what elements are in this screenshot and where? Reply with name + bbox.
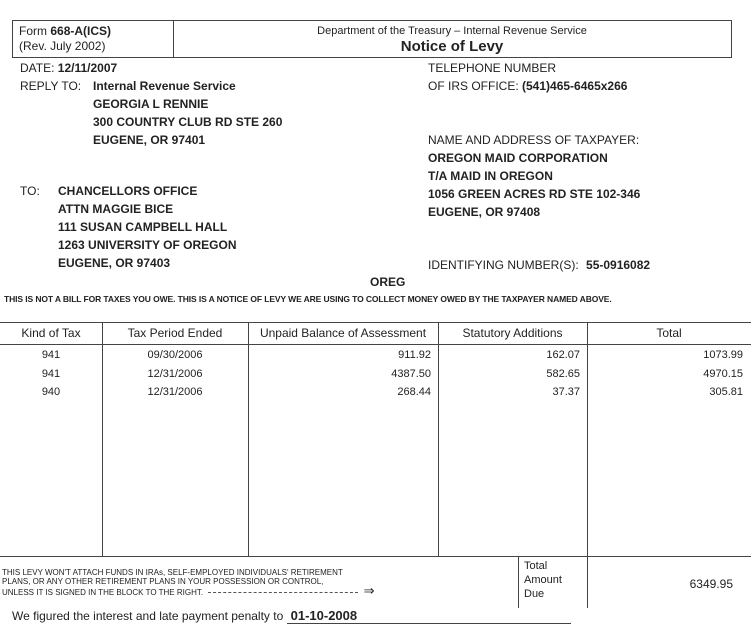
cell-additions: 582.65	[546, 368, 580, 380]
to-line-3: 111 SUSAN CAMPBELL HALL	[58, 220, 228, 234]
levy-note-line-2: PLANS, OR ANY OTHER RETIREMENT PLANS IN YOUR POSSESSION OR CONTROL,	[2, 577, 324, 586]
header-statutory-additions: Statutory Additions	[462, 326, 563, 340]
identifying-label: IDENTIFYING NUMBER(S):	[428, 258, 579, 272]
right-arrow-icon: ⇒	[363, 583, 375, 598]
reply-to-line-1: Internal Revenue Service	[93, 79, 236, 93]
cell-unpaid: 911.92	[398, 349, 431, 361]
cell-kind: 941	[41, 349, 61, 361]
department: Department of the Treasury – Internal Revenue Service	[317, 25, 587, 37]
form-number	[19, 24, 111, 38]
form-header	[12, 20, 732, 58]
levy-note	[2, 568, 374, 597]
cell-total: 305.81	[709, 386, 743, 398]
cell-additions: 37.37	[552, 386, 580, 398]
reply-to-line-2: GEORGIA L RENNIE	[93, 97, 209, 111]
state-code: OREG	[370, 275, 406, 289]
taxpayer-line-4: EUGENE, OR 97408	[428, 205, 541, 219]
date-label: DATE:	[20, 61, 55, 75]
to-line-5: EUGENE, OR 97403	[58, 256, 171, 270]
cell-total: 1073.99	[703, 349, 743, 361]
levy-table	[0, 322, 751, 600]
to-line-1: CHANCELLORS OFFICE	[58, 184, 198, 198]
identifying-line	[428, 258, 650, 272]
taxpayer-line-2: T/A MAID IN OREGON	[428, 169, 553, 183]
table-footer-border	[0, 556, 751, 557]
cell-total: 4970.15	[703, 368, 743, 380]
taxpayer-line-3: 1056 GREEN ACRES RD STE 102-346	[428, 187, 641, 201]
dashed-rule	[208, 592, 358, 593]
header-kind-of-tax: Kind of Tax	[21, 326, 81, 340]
date-line	[20, 61, 117, 75]
cell-period: 12/31/2006	[147, 386, 203, 398]
table-header-border	[0, 344, 751, 345]
header-total: Total	[656, 326, 682, 340]
telephone-value: (541)465-6465x266	[522, 79, 628, 93]
interest-date: 01-10-2008	[287, 608, 571, 624]
cell-period: 09/30/2006	[147, 349, 203, 361]
page-title: Notice of Levy	[400, 38, 504, 55]
footer-divider-1	[518, 556, 519, 608]
reply-to-line-4: EUGENE, OR 97401	[93, 133, 206, 147]
total-amount-value: 6349.95	[689, 577, 733, 591]
to-line-2: ATTN MAGGIE BICE	[58, 202, 174, 216]
levy-note-line-3: UNLESS IT IS SIGNED IN THE BLOCK TO THE RIGHT.	[2, 588, 204, 597]
taxpayer-line-1: OREGON MAID CORPORATION	[428, 151, 608, 165]
telephone-label: TELEPHONE NUMBER	[428, 61, 557, 75]
taxpayer-label: NAME AND ADDRESS OF TAXPAYER:	[428, 133, 640, 147]
interest-text: We figured the interest and late payment penalty to	[12, 609, 284, 623]
total-label-line-3: Due	[524, 588, 545, 600]
levy-note-line-3-wrap	[2, 583, 375, 598]
cell-unpaid: 4387.50	[391, 368, 431, 380]
total-label-line-2: Amount	[524, 574, 562, 586]
total-label-line-1: Total	[524, 560, 548, 572]
header-tax-period: Tax Period Ended	[127, 326, 223, 340]
identifying-value: 55-0916082	[586, 258, 651, 272]
total-amount-label	[524, 559, 562, 601]
levy-note-line-1: THIS LEVY WON'T ATTACH FUNDS IN IRAs, SELF-EMPLOYED INDIVIDUALS' RETIREMENT	[2, 568, 343, 577]
table-top-border	[0, 322, 751, 323]
form-prefix: Form	[19, 24, 47, 38]
cell-additions: 162.07	[546, 349, 580, 361]
form-revision: (Rev. July 2002)	[19, 39, 106, 53]
to-line-4: 1263 UNIVERSITY OF OREGON	[58, 238, 237, 252]
notice-text: THIS IS NOT A BILL FOR TAXES YOU OWE. THIS IS A NOTICE OF LEVY WE ARE USING TO COLLECT MONEY OWED BY THE TAXPAYER NAMED ABOVE.	[4, 294, 612, 304]
cell-kind: 941	[41, 368, 61, 380]
header-unpaid-balance: Unpaid Balance of Assessment	[259, 326, 427, 340]
cell-kind: 940	[41, 386, 61, 398]
date-value: 12/11/2007	[57, 61, 118, 75]
cell-period: 12/31/2006	[147, 368, 203, 380]
to-label: TO:	[20, 184, 40, 198]
cell-unpaid: 268.44	[397, 386, 431, 398]
reply-to-line-3: 300 COUNTRY CLUB RD STE 260	[93, 115, 283, 129]
telephone-label-2: OF IRS OFFICE:	[428, 79, 519, 93]
telephone-line	[428, 79, 627, 93]
reply-to-label: REPLY TO:	[20, 79, 82, 93]
form-number-value: 668-A(ICS)	[50, 24, 112, 38]
interest-line	[12, 608, 571, 624]
